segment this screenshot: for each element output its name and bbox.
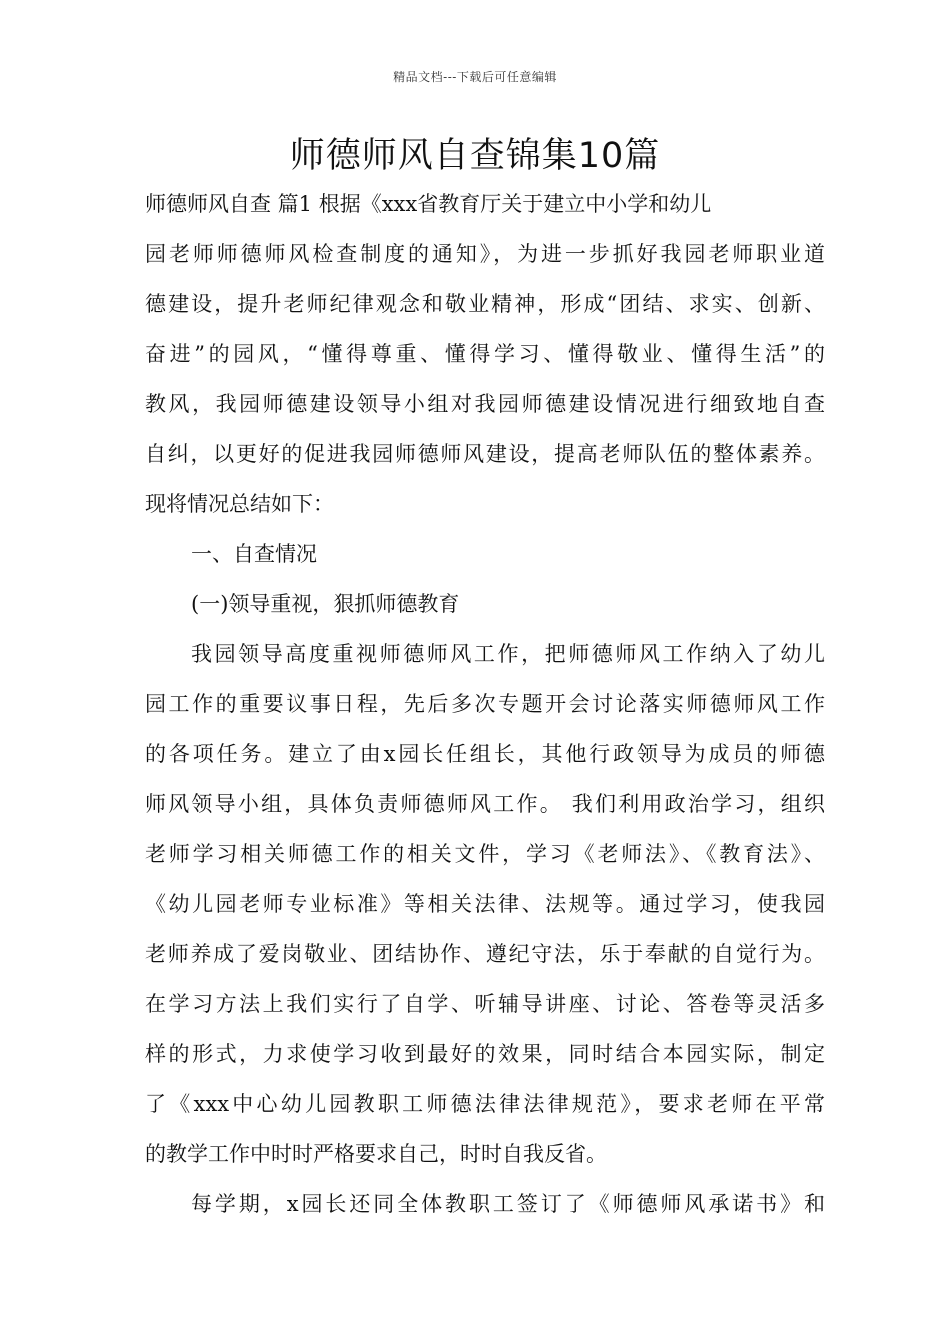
- text-line: 自纠，以更好的促进我园师德师风建设，提高老师队伍的整体素养。: [145, 442, 825, 466]
- text-line: 现将情况总结如下：: [145, 492, 334, 516]
- text-line: 了《xxx中心幼儿园教职工师德法律法律规范》，要求老师在平常: [145, 1092, 825, 1116]
- text-line: 师德师风自查 篇1 根据《xxx省教育厅关于建立中小学和幼儿: [145, 192, 712, 216]
- text-line: 老师学习相关师德工作的相关文件，学习《老师法》、《教育法》、: [145, 842, 825, 866]
- text-line: 园老师师德师风检查制度的通知》，为进一步抓好我园老师职业道: [145, 242, 825, 266]
- text-line: 我园领导高度重视师德师风工作，把师德师风工作纳入了幼儿: [191, 642, 825, 666]
- document-body: [145, 179, 825, 1229]
- text-line: 每学期，x园长还同全体教职工签订了《师德师风承诺书》和: [191, 1192, 825, 1216]
- text-line: 园工作的重要议事日程，先后多次专题开会讨论落实师德师风工作: [145, 692, 825, 716]
- text-line: (一)领导重视，狠抓师德教育: [191, 592, 460, 616]
- text-line: 《幼儿园老师专业标准》等相关法律、法规等。通过学习，使我园: [145, 892, 825, 916]
- text-line: 德建设，提升老师纪律观念和敬业精神，形成“团结、求实、创新、: [145, 292, 825, 316]
- document-title: 师德师风自查锦集10篇: [289, 136, 661, 176]
- text-line: 样的形式，力求使学习收到最好的效果，同时结合本园实际，制定: [145, 1042, 825, 1066]
- header-note: 精品文档---下载后可任意编辑: [393, 70, 557, 84]
- text-line: 教风，我园师德建设领导小组对我园师德建设情况进行细致地自查: [145, 392, 825, 416]
- text-line: 奋进”的园风，“懂得尊重、懂得学习、懂得敬业、懂得生活”的: [145, 342, 825, 366]
- text-line: 的各项任务。建立了由x园长任组长，其他行政领导为成员的师德: [145, 742, 825, 766]
- text-line: 师风领导小组，具体负责师德师风工作。 我们利用政治学习，组织: [145, 792, 825, 816]
- text-line: 一、自查情况: [191, 542, 317, 566]
- text-line: 的教学工作中时时严格要求自己，时时自我反省。: [145, 1142, 607, 1166]
- text-line: 在学习方法上我们实行了自学、听辅导讲座、讨论、答卷等灵活多: [145, 992, 825, 1016]
- text-line: 老师养成了爱岗敬业、团结协作、遵纪守法，乐于奉献的自觉行为。: [145, 942, 825, 966]
